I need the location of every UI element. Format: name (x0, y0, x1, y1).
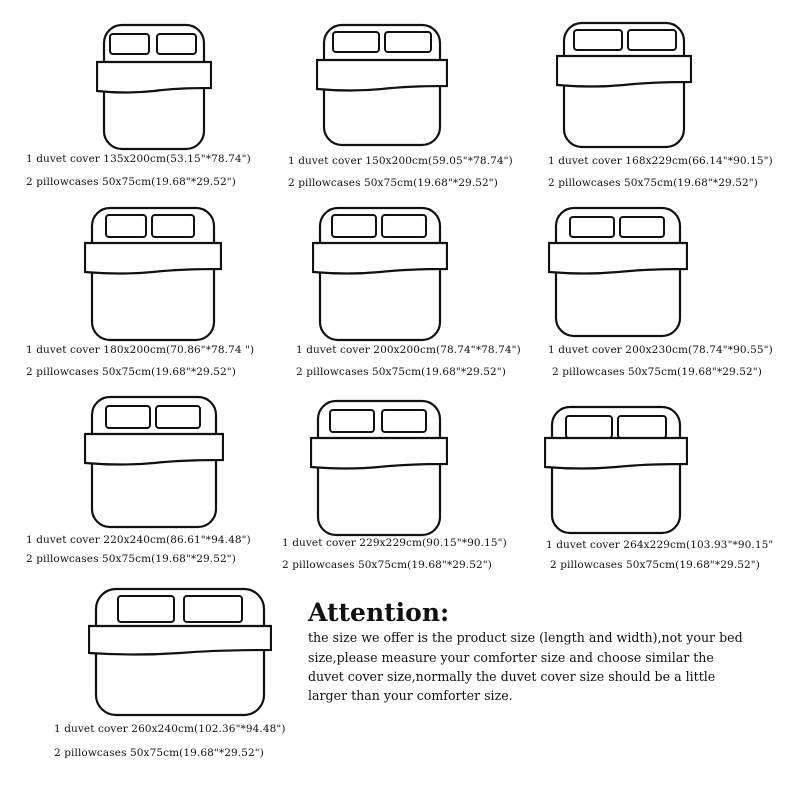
duvet-illustration-9 (544, 404, 688, 536)
caption-pillow-3: 2 pillowcases 50x75cm(19.68"*29.52") (548, 177, 758, 189)
caption-pillow-6: 2 pillowcases 50x75cm(19.68"*29.52") (552, 366, 762, 378)
caption-duvet-4: 1 duvet cover 180x200cm(70.86"*78.74 ") (26, 344, 255, 356)
caption-pillow-10: 2 pillowcases 50x75cm(19.68"*29.52") (54, 747, 264, 759)
duvet-illustration-6 (548, 205, 688, 339)
caption-duvet-3: 1 duvet cover 168x229cm(66.14"*90.15") (548, 155, 773, 167)
caption-pillow-8: 2 pillowcases 50x75cm(19.68"*29.52") (282, 559, 492, 571)
caption-duvet-2: 1 duvet cover 150x200cm(59.05"*78.74") (288, 155, 513, 167)
duvet-illustration-4 (84, 205, 222, 343)
duvet-illustration-10 (88, 586, 272, 718)
caption-duvet-1: 1 duvet cover 135x200cm(53.15"*78.74") (26, 153, 251, 165)
caption-duvet-9: 1 duvet cover 264x229cm(103.93"*90.15" (546, 539, 774, 551)
caption-pillow-9: 2 pillowcases 50x75cm(19.68"*29.52") (550, 559, 760, 571)
caption-pillow-5: 2 pillowcases 50x75cm(19.68"*29.52") (296, 366, 506, 378)
duvet-illustration-2 (316, 22, 448, 148)
caption-pillow-4: 2 pillowcases 50x75cm(19.68"*29.52") (26, 366, 236, 378)
attention-line-1: the size we offer is the product size (length and width),not your bed (308, 630, 743, 645)
caption-pillow-2: 2 pillowcases 50x75cm(19.68"*29.52") (288, 177, 498, 189)
duvet-illustration-5 (312, 205, 448, 343)
attention-line-4: larger than your comforter size. (308, 688, 513, 703)
duvet-illustration-7 (84, 394, 224, 530)
duvet-illustration-3 (556, 20, 692, 150)
caption-duvet-10: 1 duvet cover 260x240cm(102.36"*94.48") (54, 723, 286, 735)
caption-duvet-7: 1 duvet cover 220x240cm(86.61"*94.48") (26, 534, 251, 546)
attention-heading: Attention: (308, 598, 450, 627)
attention-line-3: duvet cover size,normally the duvet cover size should be a little (308, 669, 716, 684)
duvet-illustration-1 (96, 22, 212, 152)
caption-pillow-1: 2 pillowcases 50x75cm(19.68"*29.52") (26, 176, 236, 188)
caption-pillow-7: 2 pillowcases 50x75cm(19.68"*29.52") (26, 553, 236, 565)
duvet-illustration-8 (310, 398, 448, 538)
caption-duvet-6: 1 duvet cover 200x230cm(78.74"*90.55") (548, 344, 773, 356)
caption-duvet-5: 1 duvet cover 200x200cm(78.74"*78.74") (296, 344, 521, 356)
attention-line-2: size,please measure your comforter size and choose similar the (308, 650, 714, 665)
caption-duvet-8: 1 duvet cover 229x229cm(90.15"*90.15") (282, 537, 507, 549)
